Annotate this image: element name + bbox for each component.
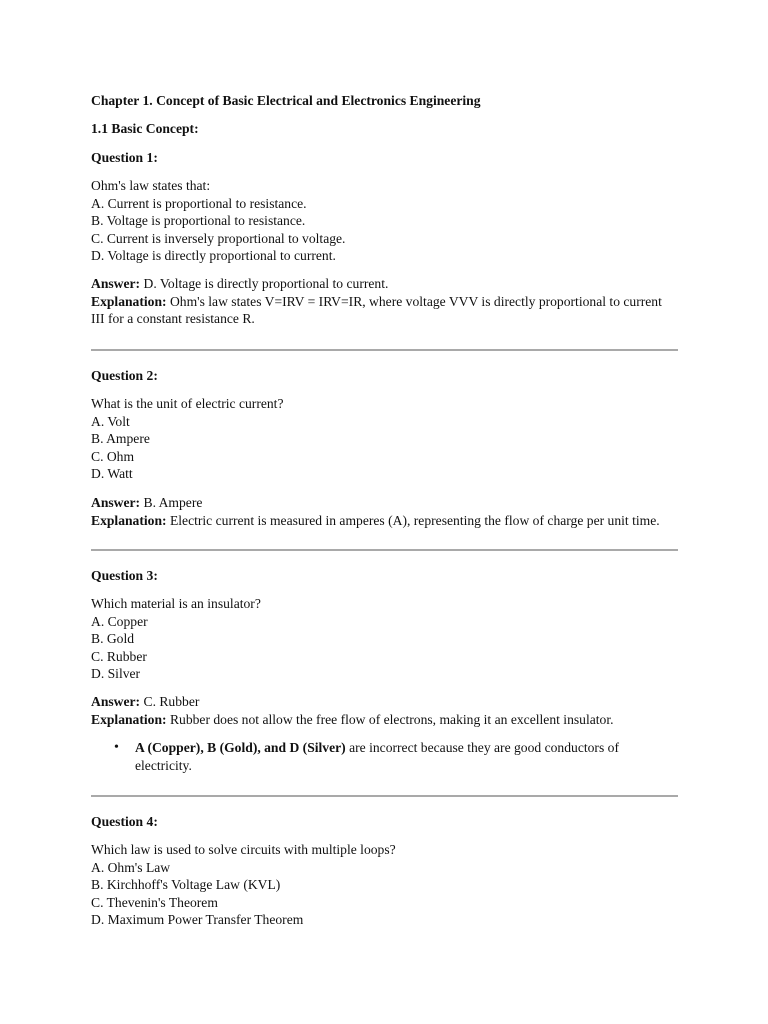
question-2-option-b: B. Ampere	[91, 431, 150, 447]
bullet-line-1	[135, 739, 680, 757]
answer-text: C. Rubber	[143, 694, 200, 709]
question-3-option-d: D. Silver	[91, 666, 141, 682]
bullet-bold-text: A (Copper), B (Gold), and D (Silver)	[135, 740, 346, 755]
question-1-explanation	[91, 293, 681, 311]
bullet-line-2: electricity.	[135, 757, 192, 773]
explanation-text: Electric current is measured in amperes (A), representing the flow of charge per unit time.	[169, 512, 660, 528]
question-1-answer-block	[91, 275, 681, 328]
explanation-text: Rubber does not allow the free flow of electrons, making it an excellent insulator.	[169, 711, 614, 727]
explanation-label: Explanation:	[91, 512, 167, 528]
question-2-option-c: C. Ohm	[91, 448, 135, 464]
question-2-explanation	[91, 512, 681, 530]
question-1-option-b: B. Voltage is proportional to resistance.	[91, 213, 306, 229]
question-3-body	[91, 595, 681, 683]
question-1-body	[91, 177, 681, 265]
question-2-heading: Question 2:	[91, 368, 158, 383]
answer-label: Answer:	[91, 276, 141, 291]
question-2-option-d: D. Watt	[91, 466, 133, 482]
bullet-text: are incorrect because they are good conductors of	[349, 740, 619, 755]
answer-label: Answer:	[91, 694, 141, 709]
question-3-bullet-note	[135, 739, 680, 774]
divider	[91, 795, 678, 797]
question-4-option-a: A. Ohm's Law	[91, 859, 171, 875]
answer-text: B. Ampere	[143, 495, 203, 510]
chapter-title: Chapter 1. Concept of Basic Electrical and Electronics Engineering	[91, 93, 481, 108]
question-1-answer	[91, 275, 681, 293]
divider	[91, 549, 678, 551]
explanation-text: Ohm's law states V=IRV = IRV=IR, where voltage VVV is directly proportional to current	[169, 293, 662, 309]
question-2-option-a: A. Volt	[91, 413, 130, 429]
question-3-option-a: A. Copper	[91, 613, 148, 629]
question-4-option-c: C. Thevenin's Theorem	[91, 894, 218, 910]
question-4-body	[91, 841, 681, 929]
explanation-label: Explanation:	[91, 711, 167, 727]
question-3-answer-block	[91, 693, 681, 728]
question-4-heading: Question 4:	[91, 814, 158, 829]
bullet-dot: •	[114, 740, 119, 755]
question-3-answer	[91, 693, 681, 711]
question-2-answer-block	[91, 494, 681, 529]
explanation-label: Explanation:	[91, 293, 167, 309]
question-1-option-d: D. Voltage is directly proportional to current.	[91, 248, 336, 264]
question-2-body	[91, 395, 681, 483]
question-2-answer	[91, 494, 681, 512]
question-1-option-c: C. Current is inversely proportional to voltage.	[91, 230, 346, 246]
section-title: 1.1 Basic Concept:	[91, 121, 199, 136]
answer-text: D. Voltage is directly proportional to current.	[143, 276, 389, 291]
question-1-option-a: A. Current is proportional to resistance.	[91, 195, 307, 211]
question-4-option-b: B. Kirchhoff's Voltage Law (KVL)	[91, 877, 281, 893]
divider	[91, 349, 678, 351]
question-3-option-c: C. Rubber	[91, 648, 147, 664]
question-3-option-b: B. Gold	[91, 631, 135, 647]
question-3-heading: Question 3:	[91, 568, 158, 583]
question-3-explanation	[91, 711, 681, 729]
question-1-heading: Question 1:	[91, 150, 158, 165]
question-2-prompt: What is the unit of electric current?	[91, 396, 284, 411]
question-4-prompt: Which law is used to solve circuits with multiple loops?	[91, 842, 396, 857]
question-1-prompt: Ohm's law states that:	[91, 178, 211, 193]
question-4-option-d: D. Maximum Power Transfer Theorem	[91, 912, 304, 928]
question-1-explanation-cont: III for a constant resistance R.	[91, 311, 255, 327]
question-3-prompt: Which material is an insulator?	[91, 596, 261, 611]
answer-label: Answer:	[91, 495, 141, 510]
